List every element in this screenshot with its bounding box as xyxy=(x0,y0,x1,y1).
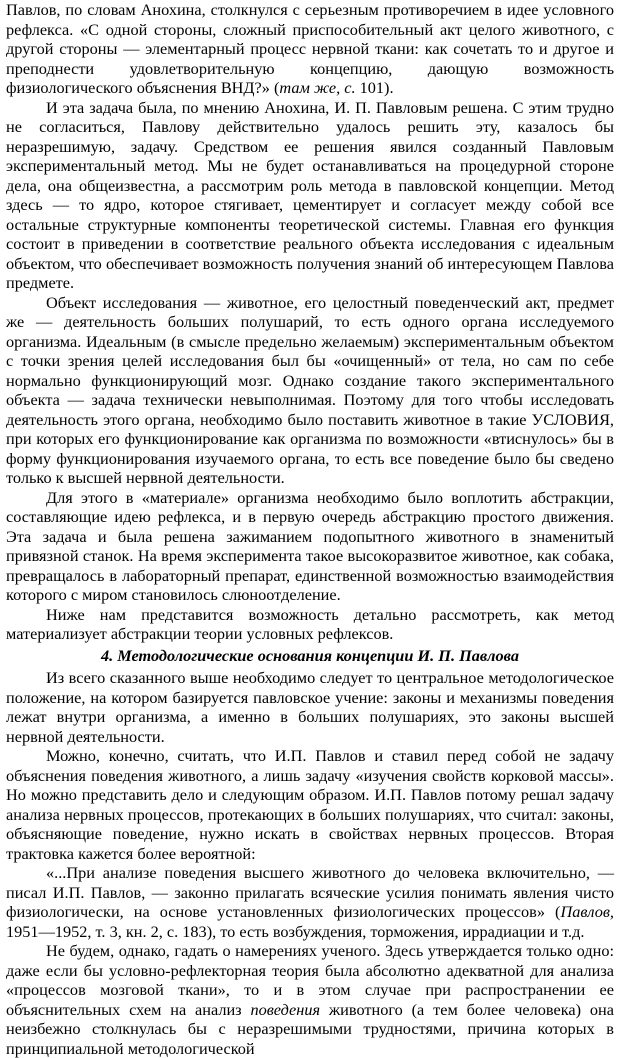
citation-ref: там же, с. xyxy=(279,78,356,97)
paragraph-5: Ниже нам представится возможность детально рассмотреть, как метод материализует абстракции теории условных рефлексов. xyxy=(6,604,614,643)
paragraph-6: Из всего сказанного выше необходимо следует то центральное методологическое положение, на котором базируется павловское учение: законы и механизмы поведения лежат внутри организма, а именно в больших полушариях, это законы высшей нервной деятельности. xyxy=(6,668,614,746)
emphasis-text: поведения xyxy=(250,999,321,1019)
paragraph-4: Для этого в «материале» организма необходимо было воплотить абстракции, составляющие идею рефлекса, и в первую очередь абстракцию простого движения. Эта задача и была решена зажиманием подопытного животного в знаменитый привязной станок. На время эксперимента такое высокоразвитое животное, как собака, превращалось в лабораторный препарат, единственной возможностью взаимодействия которого с миром становилось слюноотделение. xyxy=(6,487,614,604)
paragraph-7: Можно, конечно, считать, что И.П. Павлов и ставил перед собой не задачу объяснения поведения животного, а лишь задачу «изучения свойств корковой массы». Но можно представить дело и следующим образом. И.П. Павлов потому решал задачу анализа нервных процессов, протекающих в больших полушариях, что считал: законы, объясняющие поведение, нужно искать в свойствах нервных процессов. Вторая трактовка кажется более вероятной: xyxy=(6,746,614,863)
citation-ref: Павлов, xyxy=(560,902,614,921)
paragraph-1: Павлов, по словам Анохина, столкнулся с серьезным противоречием в идее условного рефлекса. «С одной стороны, сложный приспособительный акт целого животного, с другой стороны — элементарный процесс нервной ткани: как сочетать то и другое и преподнести удовлетворительную концепцию, дающую возможность физиологического объяснения ВНД?» (там же, с. 101). xyxy=(6,0,614,97)
paragraph-9: Не будем, однако, гадать о намерениях ученого. Здесь утверждается только одно: даже если бы условно-рефлекторная теория была абсолютно адекватной для анализа «процессов мозговой ткани», то и в этом случае при распространении ее объяснительных схем на анализ поведения животного (а тем более человека) она неизбежно столкнулась бы с неразрешимыми трудностями, причина которых в принципиальной методологической xyxy=(6,941,614,1058)
section-heading: 4. Методологические основания концепции И. П. Павлова xyxy=(101,645,519,665)
paragraph-2: И эта задача была, по мнению Анохина, И. П. Павловым решена. С этим трудно не согласиться, Павлову действительно удалось решить эту, казалось бы неразрешимую, задачу. Средством ее решения явился созданный Павловым экспериментальный метод. Мы не будет останавливаться на процедурной стороне дела, она общеизвестна, а рассмотрим роль метода в павловской концепции. Метод здесь — то ядро, которое стягивает, цементирует и согласует между собой все остальные структурные компоненты теоретической системы. Главная его функция состоит в приведении в соответствие реального объекта исследования с идеальным объектом, что обеспечивает возможность получения знаний об интересующем Павлова предмете. xyxy=(6,97,614,292)
document-page xyxy=(6,0,614,1058)
paragraph-3: Объект исследования — животное, его целостный поведенческий акт, предмет же — деятельность больших полушарий, то есть одного органа исследуемого организма. Идеальным (в смысле предельно желаемым) экспериментальным объектом с точки зрения целей исследования был бы «очищенный» от тела, но сам по себе нормально функционирующий мозг. Однако создание такого экспериментального объекта — задача технически невыполнимая. Поэтому для того чтобы исследовать деятельность этого органа, необходимо было поставить животное в такие УСЛОВИЯ, при которых его функционирование как организма по возможности «втиснулось» бы в форму функционирования изучаемого органа, то есть все поведение было бы сведено только к высшей нервной деятельности. xyxy=(6,292,614,487)
paragraph-8-quote: «...При анализе поведения высшего животного до человека включительно, — писал И.П. Павлов, — законно прилагать всяческие усилия понимать явления чисто физиологически, на основе установленных физиологических процессов» (Павлов, 1951—1952, т. 3, кн. 2, с. 183), то есть возбуждения, торможения, иррадиации и т.д. xyxy=(6,863,614,941)
